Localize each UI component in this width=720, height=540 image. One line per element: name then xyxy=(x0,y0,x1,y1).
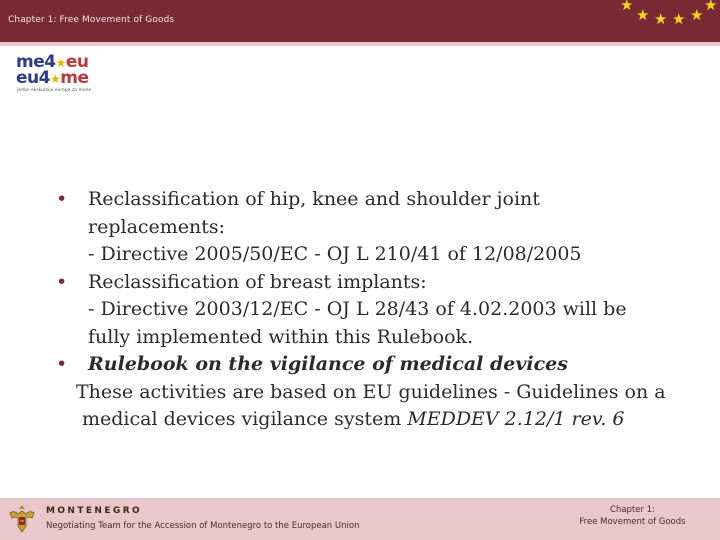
star-icon: ★ xyxy=(620,0,634,14)
bullet-icon: • xyxy=(56,188,68,210)
bullet-icon: • xyxy=(56,353,68,375)
chapter-title: Chapter 1: Free Movement of Goods xyxy=(8,15,175,25)
paragraph-text: medical devices vigilance system MEDDEV 2.12/1 rev. 6 xyxy=(82,408,625,430)
bullet-text: - Directive 2003/12/EC - OJ L 28/43 of 4.02.2003 will be xyxy=(88,298,627,320)
star-icon: ★ xyxy=(690,6,704,24)
bullet-text: - Directive 2005/50/EC - OJ L 210/41 of 12/08/2005 xyxy=(88,243,582,265)
star-icon: ★ xyxy=(49,72,61,86)
bullet-text: Reclassification of hip, knee and shoulder joint xyxy=(88,188,540,210)
bullet-text: Reclassification of breast implants: xyxy=(88,270,427,293)
star-icon: ★ xyxy=(636,6,650,24)
star-icon: ★ xyxy=(672,10,686,28)
coat-of-arms-icon xyxy=(4,502,40,538)
guidelines-paragraph xyxy=(56,379,706,434)
bullet-item xyxy=(56,269,706,352)
footer-chapter: Chapter 1: Free Movement of Goods xyxy=(579,505,686,527)
paragraph-text: These activities are based on EU guidelines - Guidelines on a xyxy=(76,380,666,403)
header-strip xyxy=(0,42,720,46)
footer-country: MONTENEGRO xyxy=(46,506,143,516)
bullet-text: Rulebook on the vigilance of medical devices xyxy=(88,353,568,375)
bullet-item xyxy=(56,186,706,269)
bullet-text: replacements: xyxy=(88,215,226,238)
eu-stars xyxy=(612,0,720,34)
star-icon: ★ xyxy=(654,10,668,28)
logo-tagline: jedan ekskursiju evropa za mene xyxy=(17,88,92,93)
bullet-item xyxy=(56,351,706,379)
star-icon: ★ xyxy=(704,0,718,14)
slide-content xyxy=(56,186,706,434)
footer-team: Negotiating Team for the Accession of Montenegro to the European Union xyxy=(46,521,360,531)
logo-line-2: eu4★me xyxy=(16,68,89,88)
logo-line-1: me4★eu xyxy=(16,52,89,72)
bullet-icon: • xyxy=(56,270,68,293)
bullet-text: fully implemented within this Rulebook. xyxy=(88,325,474,348)
me4eu-logo xyxy=(16,54,126,98)
star-icon: ★ xyxy=(55,56,66,70)
